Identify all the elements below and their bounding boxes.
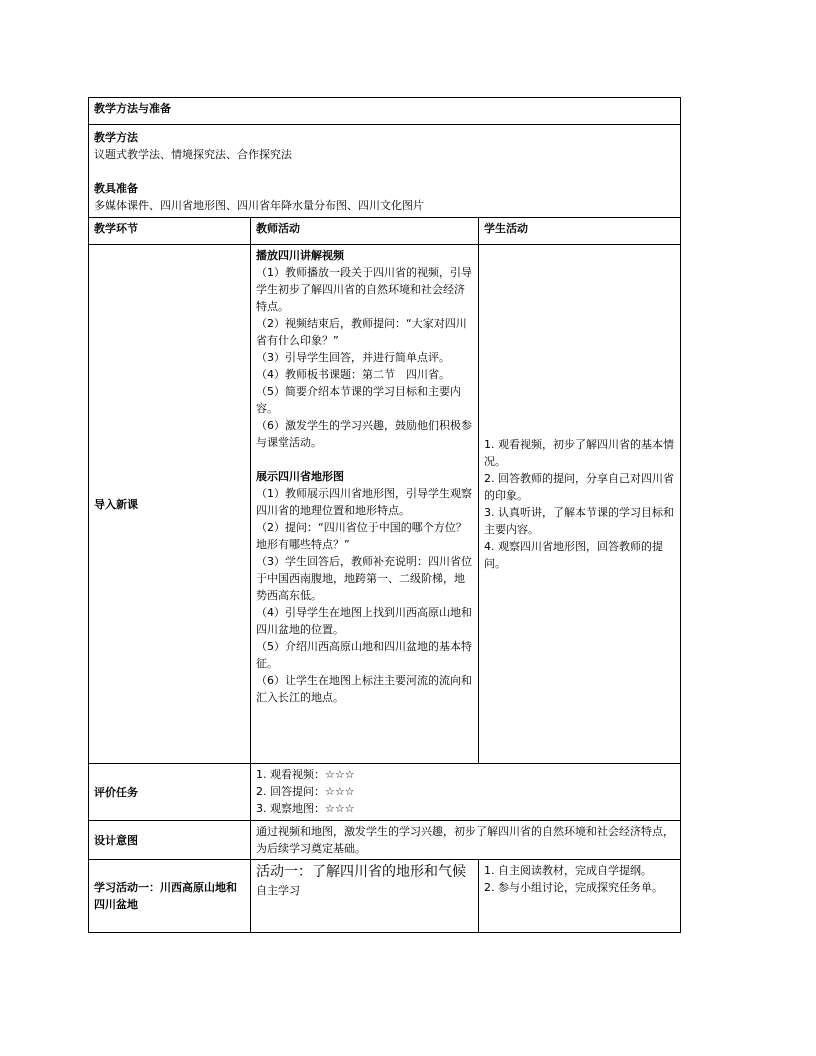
- intro-student: [479, 245, 681, 764]
- teacher-item: （5）介绍川西高原山地和四川盆地的基本特征。: [256, 640, 472, 670]
- header-stage: 教学环节: [89, 218, 251, 245]
- spacer: [94, 163, 675, 180]
- header-teacher: 教师活动: [251, 218, 479, 245]
- student-item: 2. 参与小组讨论，完成探究任务单。: [484, 881, 663, 894]
- eval-item: 3. 观察地图：☆☆☆: [256, 802, 355, 815]
- student-item: 1. 自主阅读教材，完成自学提纲。: [484, 864, 652, 877]
- intro-row: [89, 245, 681, 764]
- eval-stage: 评价任务: [89, 764, 251, 821]
- student-item: 1. 观看视频，初步了解四川省的基本情况。: [484, 438, 674, 468]
- eval-item: 2. 回答提问：☆☆☆: [256, 785, 355, 798]
- design-stage: 设计意图: [89, 821, 251, 860]
- teacher-item: （2）提问：“四川省位于中国的哪个方位？地形有哪些特点？”: [256, 521, 467, 551]
- intro-teacher: [251, 245, 479, 764]
- activity-student: [479, 860, 681, 933]
- activity-teacher-title: 活动一：了解四川省的地形和气候: [256, 864, 466, 880]
- method-text: 议题式教学法、情境探究法、合作探究法: [94, 148, 292, 161]
- method-heading: 教学方法: [94, 131, 138, 144]
- activity-stage: 学习活动一：川西高原山地和四川盆地: [89, 860, 251, 933]
- eval-row: [89, 764, 681, 821]
- teacher-item: （5）简要介绍本节课的学习目标和主要内容。: [256, 385, 461, 415]
- activity-row: [89, 860, 681, 933]
- tools-text: 多媒体课件、四川省地形图、四川省年降水量分布图、四川文化图片: [94, 199, 424, 212]
- methods-content: [89, 125, 681, 218]
- spacer: [256, 451, 473, 468]
- design-text: 通过视频和地图，激发学生的学习兴趣，初步了解四川省的自然环境和社会经济特点，为后续学习奠定基础。: [251, 821, 681, 860]
- tools-heading: 教具准备: [94, 182, 138, 195]
- teacher-item: （1）教师播放一段关于四川省的视频，引导学生初步了解四川省的自然环境和社会经济特点。: [256, 266, 472, 313]
- design-row: [89, 821, 681, 860]
- teacher-item: （4）教师板书课题：第二节 四川省。: [256, 368, 450, 381]
- teacher-item: （3）引导学生回答，并进行简单点评。: [256, 351, 450, 364]
- teacher-item: （6）激发学生的学习兴趣，鼓励他们积极参与课堂活动。: [256, 419, 472, 449]
- header-row: [89, 218, 681, 245]
- teacher-item: （1）教师展示四川省地形图，引导学生观察四川省的地理位置和地形特点。: [256, 487, 472, 517]
- eval-item: 1. 观看视频：☆☆☆: [256, 768, 355, 781]
- intro-stage: 导入新课: [89, 245, 251, 764]
- lesson-plan-table: [88, 97, 681, 933]
- activity-teacher: [251, 860, 479, 933]
- teacher-part2-title: 展示四川省地形图: [256, 470, 344, 483]
- teacher-item: （2）视频结束后，教师提问：“大家对四川省有什么印象？”: [256, 317, 467, 347]
- student-item: 2. 回答教师的提问，分享自己对四川省的印象。: [484, 472, 674, 502]
- methods-section-title: 教学方法与准备: [89, 98, 681, 125]
- header-student: 学生活动: [479, 218, 681, 245]
- methods-row: [89, 98, 681, 125]
- eval-items: [251, 764, 681, 821]
- teacher-item: （3）学生回答后，教师补充说明：四川省位于中国西南腹地，地跨第一、二级阶梯，地势西高东低。: [256, 555, 472, 602]
- teacher-item: （4）引导学生在地图上找到川西高原山地和四川盆地的位置。: [256, 606, 472, 636]
- teacher-item: （6）让学生在地图上标注主要河流的流向和汇入长江的地点。: [256, 674, 472, 704]
- teacher-part1-title: 播放四川讲解视频: [256, 249, 344, 262]
- methods-content-row: [89, 125, 681, 218]
- student-item: 3. 认真听讲，了解本节课的学习目标和主要内容。: [484, 506, 674, 536]
- activity-teacher-sub: 自主学习: [256, 884, 300, 897]
- student-item: 4. 观察四川省地形图，回答教师的提问。: [484, 540, 663, 570]
